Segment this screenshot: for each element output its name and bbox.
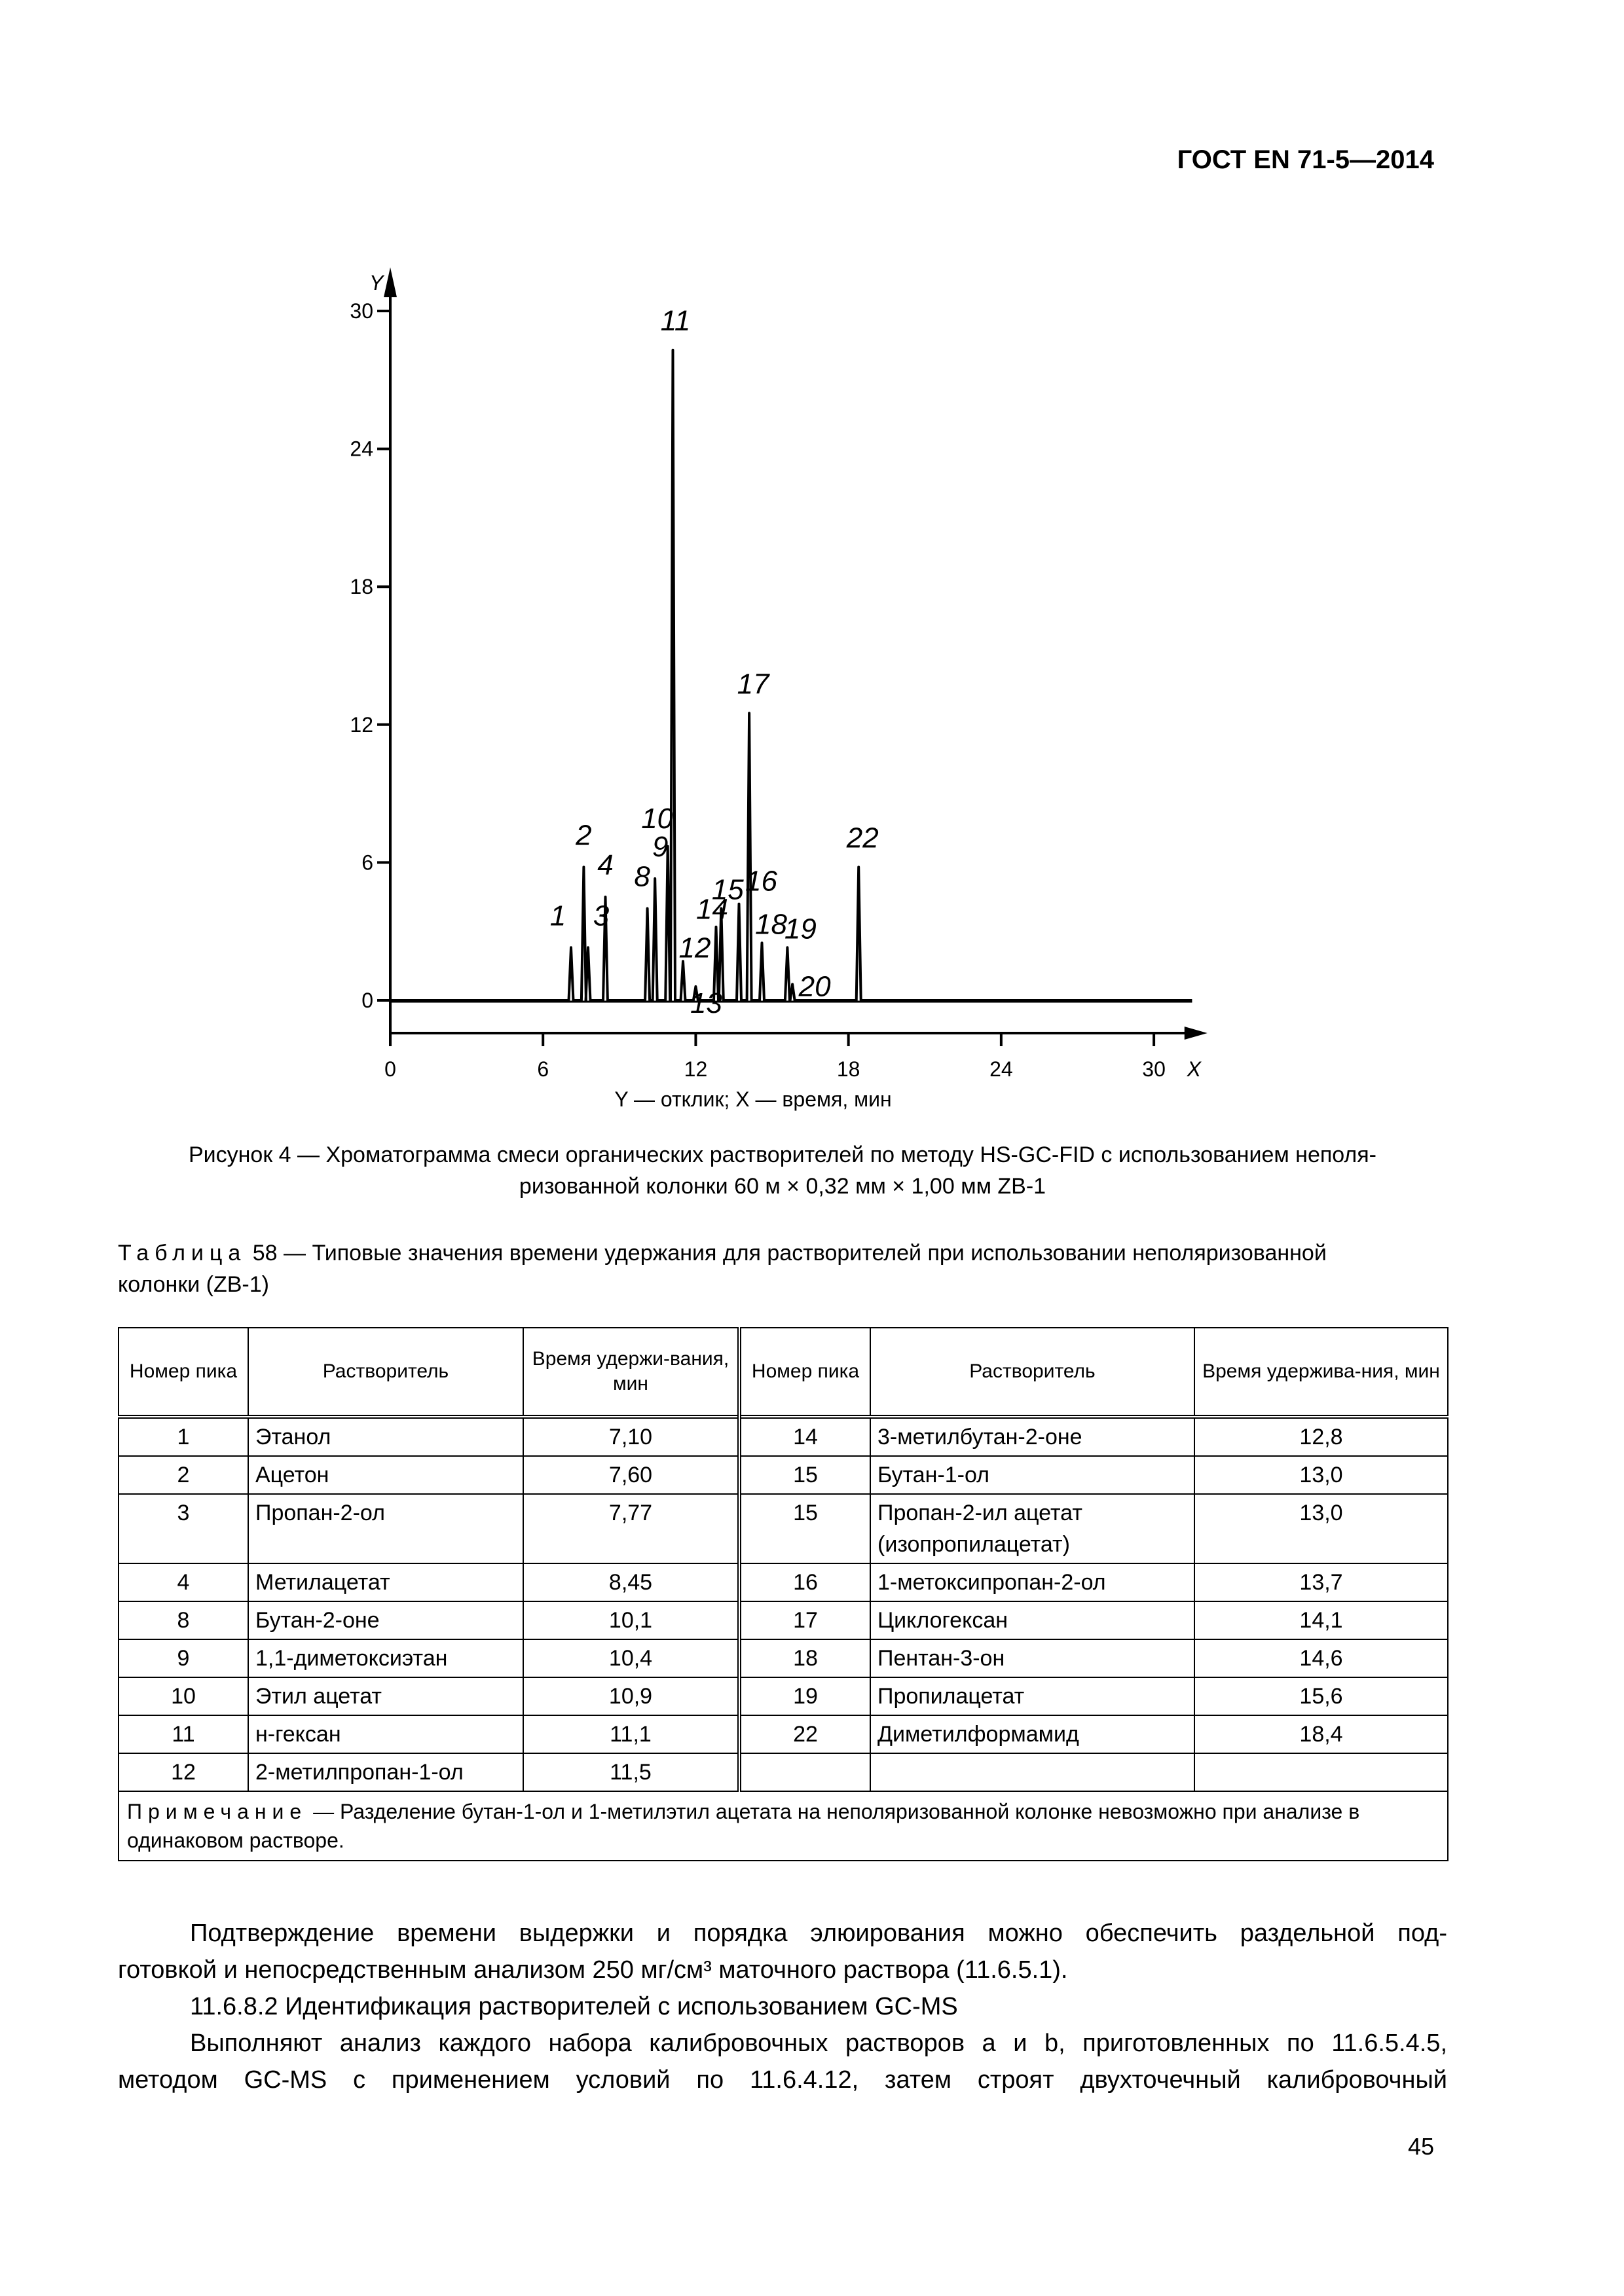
table-title-line-1 (118, 1237, 1441, 1269)
cell-peak-no: 15 (739, 1494, 870, 1563)
peak-label: 4 (597, 849, 614, 882)
axis-note: Y — отклик; X — время, мин (614, 1087, 892, 1111)
cell-solvent: Пропан-2-ил ацетат (изопропилацетат) (870, 1494, 1194, 1563)
cell-solvent: Этил ацетат (248, 1677, 523, 1715)
peak-label: 15 (711, 873, 744, 906)
table-note-prefix: Примечание (127, 1800, 308, 1823)
chromatogram-chart (0, 0, 1624, 1139)
peak-label: 13 (690, 987, 722, 1019)
y-tick-label: 6 (361, 850, 373, 875)
paragraph-gc-ms (118, 2025, 1447, 2098)
table-row (119, 1715, 1448, 1753)
x-tick-label: 0 (384, 1057, 396, 1081)
cell-solvent: Ацетон (248, 1456, 523, 1494)
cell-solvent: Пропан-2-ол (248, 1494, 523, 1563)
table-title (118, 1237, 1441, 1300)
peak-label: 14 (696, 893, 729, 926)
cell-retention-time: 7,60 (523, 1456, 739, 1494)
header-peak-no-right: Номер пика (739, 1328, 870, 1417)
figure-caption-line-1: Рисунок 4 — Хроматограмма смеси органических растворителей по методу HS-GC-FID с использованием неполя- (188, 1142, 1377, 1167)
header-solvent-right: Растворитель (870, 1328, 1194, 1417)
peak-label: 17 (737, 668, 769, 701)
cell-solvent: 3-метилбутан-2-оне (870, 1417, 1194, 1456)
cell-solvent: 2-метилпропан-1-ол (248, 1753, 523, 1791)
y-tick-label: 18 (350, 575, 373, 599)
cell-retention-time: 14,1 (1194, 1601, 1448, 1639)
paragraph-gc-ms-line-2: методом GC-MS с применением условий по 11.6.4.12, затем строят двухточечный калибровочный (118, 2066, 1447, 2094)
cell-solvent: 1-метоксипропан-2-ол (870, 1563, 1194, 1601)
y-tick-label: 12 (350, 712, 373, 737)
table-row (119, 1753, 1448, 1791)
table-header-row (119, 1328, 1448, 1417)
table-note-text: — Разделение бутан-1-ол и 1-метилэтил ацетата на неполяризованной колонке невозможно при анализе в одинаковом растворе. (127, 1800, 1360, 1852)
peak-label: 12 (678, 932, 711, 964)
cell-peak-no: 2 (119, 1456, 248, 1494)
cell-solvent: Циклогексан (870, 1601, 1194, 1639)
peak-label: 18 (755, 908, 787, 941)
cell-retention-time: 7,77 (523, 1494, 739, 1563)
cell-peak-no: 15 (739, 1456, 870, 1494)
cell-retention-time: 15,6 (1194, 1677, 1448, 1715)
table-note (119, 1791, 1448, 1861)
paragraph-confirmation (118, 1915, 1447, 1988)
table-row (119, 1563, 1448, 1601)
cell-retention-time: 12,8 (1194, 1417, 1448, 1456)
table-note-row (119, 1791, 1448, 1861)
page-number: 45 (1407, 2133, 1434, 2160)
paragraph-confirmation-line-2: готовкой и непосредственным анализом 250 мг/см³ маточного раствора (11.6.5.1). (118, 1956, 1068, 1984)
x-axis-label: X (1187, 1057, 1201, 1081)
cell-peak-no: 16 (739, 1563, 870, 1601)
cell-solvent: н-гексан (248, 1715, 523, 1753)
cell-retention-time: 13,0 (1194, 1456, 1448, 1494)
peak-label: 16 (745, 865, 777, 898)
peak-label: 11 (660, 304, 691, 337)
cell-solvent: Бутан-1-ол (870, 1456, 1194, 1494)
cell-peak-no (739, 1753, 870, 1791)
header-time-right: Время удержива-ния, мин (1194, 1328, 1448, 1417)
cell-retention-time: 11,5 (523, 1753, 739, 1791)
header-time-left: Время удержи-вания, мин (523, 1328, 739, 1417)
paragraph-confirmation-line-1: Подтверждение времени выдержки и порядка элюирования можно обеспечить раздельной под- (190, 1920, 1447, 1947)
peak-label: 10 (641, 802, 674, 835)
peak-label: 2 (576, 819, 592, 852)
x-tick-label: 6 (537, 1057, 549, 1081)
table-row (119, 1417, 1448, 1456)
cell-retention-time: 11,1 (523, 1715, 739, 1753)
cell-peak-no: 8 (119, 1601, 248, 1639)
table-row (119, 1494, 1448, 1563)
header-solvent-left: Растворитель (248, 1328, 523, 1417)
cell-peak-no: 1 (119, 1417, 248, 1456)
peak-label: 22 (846, 822, 879, 854)
cell-solvent: Этанол (248, 1417, 523, 1456)
table-row (119, 1601, 1448, 1639)
x-axis-arrow (1185, 1027, 1208, 1040)
cell-peak-no: 9 (119, 1639, 248, 1677)
x-tick-label: 24 (989, 1057, 1013, 1081)
cell-solvent: 1,1-диметоксиэтан (248, 1639, 523, 1677)
cell-solvent (870, 1753, 1194, 1791)
cell-retention-time: 10,4 (523, 1639, 739, 1677)
peak-label: 20 (798, 970, 831, 1003)
cell-peak-no: 12 (119, 1753, 248, 1791)
cell-retention-time: 18,4 (1194, 1715, 1448, 1753)
cell-solvent: Бутан-2-оне (248, 1601, 523, 1639)
table-title-text: 58 — Типовые значения времени удержания для растворителей при использовании неполяризованной (246, 1241, 1327, 1266)
y-tick-label: 0 (361, 989, 373, 1012)
cell-peak-no: 17 (739, 1601, 870, 1639)
section-heading-gc-ms: 11.6.8.2 Идентификация растворителей с использованием GC-MS (190, 1993, 958, 2020)
figure-caption-line-2: ризованной колонки 60 м × 0,32 мм × 1,00 мм ZB-1 (519, 1174, 1046, 1199)
peak-label: 3 (593, 900, 610, 932)
header-peak-no-left: Номер пика (119, 1328, 248, 1417)
cell-solvent: Диметилформамид (870, 1715, 1194, 1753)
x-tick-label: 12 (684, 1057, 708, 1081)
cell-peak-no: 4 (119, 1563, 248, 1601)
cell-retention-time: 10,1 (523, 1601, 739, 1639)
table-row (119, 1456, 1448, 1494)
cell-solvent: Пропилацетат (870, 1677, 1194, 1715)
cell-retention-time (1194, 1753, 1448, 1791)
cell-solvent: Метилацетат (248, 1563, 523, 1601)
cell-solvent: Пентан-3-он (870, 1639, 1194, 1677)
document-header: ГОСТ EN 71-5—2014 (1177, 145, 1434, 174)
paragraph-gc-ms-line-1: Выполняют анализ каждого набора калибровочных растворов a и b, приготовленных по 11.6.5.4.5, (190, 2030, 1447, 2057)
table-title-line-2: колонки (ZB-1) (118, 1272, 269, 1297)
y-tick-label: 30 (350, 299, 373, 323)
x-tick-label: 30 (1142, 1057, 1166, 1081)
peak-label: 8 (634, 860, 650, 893)
cell-retention-time: 13,7 (1194, 1563, 1448, 1601)
cell-retention-time: 7,10 (523, 1417, 739, 1456)
cell-peak-no: 19 (739, 1677, 870, 1715)
table-title-prefix: Таблица (118, 1241, 247, 1266)
y-axis-label: Y (369, 270, 384, 295)
cell-peak-no: 18 (739, 1639, 870, 1677)
figure-caption (118, 1139, 1447, 1202)
cell-peak-no: 11 (119, 1715, 248, 1753)
cell-retention-time: 14,6 (1194, 1639, 1448, 1677)
y-axis-arrow (384, 267, 397, 297)
retention-time-table (118, 1327, 1449, 1861)
cell-retention-time: 10,9 (523, 1677, 739, 1715)
cell-peak-no: 10 (119, 1677, 248, 1715)
cell-peak-no: 14 (739, 1417, 870, 1456)
x-tick-label: 18 (836, 1057, 860, 1081)
peak-label: 9 (652, 830, 669, 863)
peak-label: 19 (784, 913, 817, 945)
cell-retention-time: 13,0 (1194, 1494, 1448, 1563)
cell-retention-time: 8,45 (523, 1563, 739, 1601)
cell-peak-no: 3 (119, 1494, 248, 1563)
peak-label: 1 (549, 900, 566, 932)
y-tick-label: 24 (350, 437, 373, 461)
cell-peak-no: 22 (739, 1715, 870, 1753)
table-row (119, 1677, 1448, 1715)
table-row (119, 1639, 1448, 1677)
